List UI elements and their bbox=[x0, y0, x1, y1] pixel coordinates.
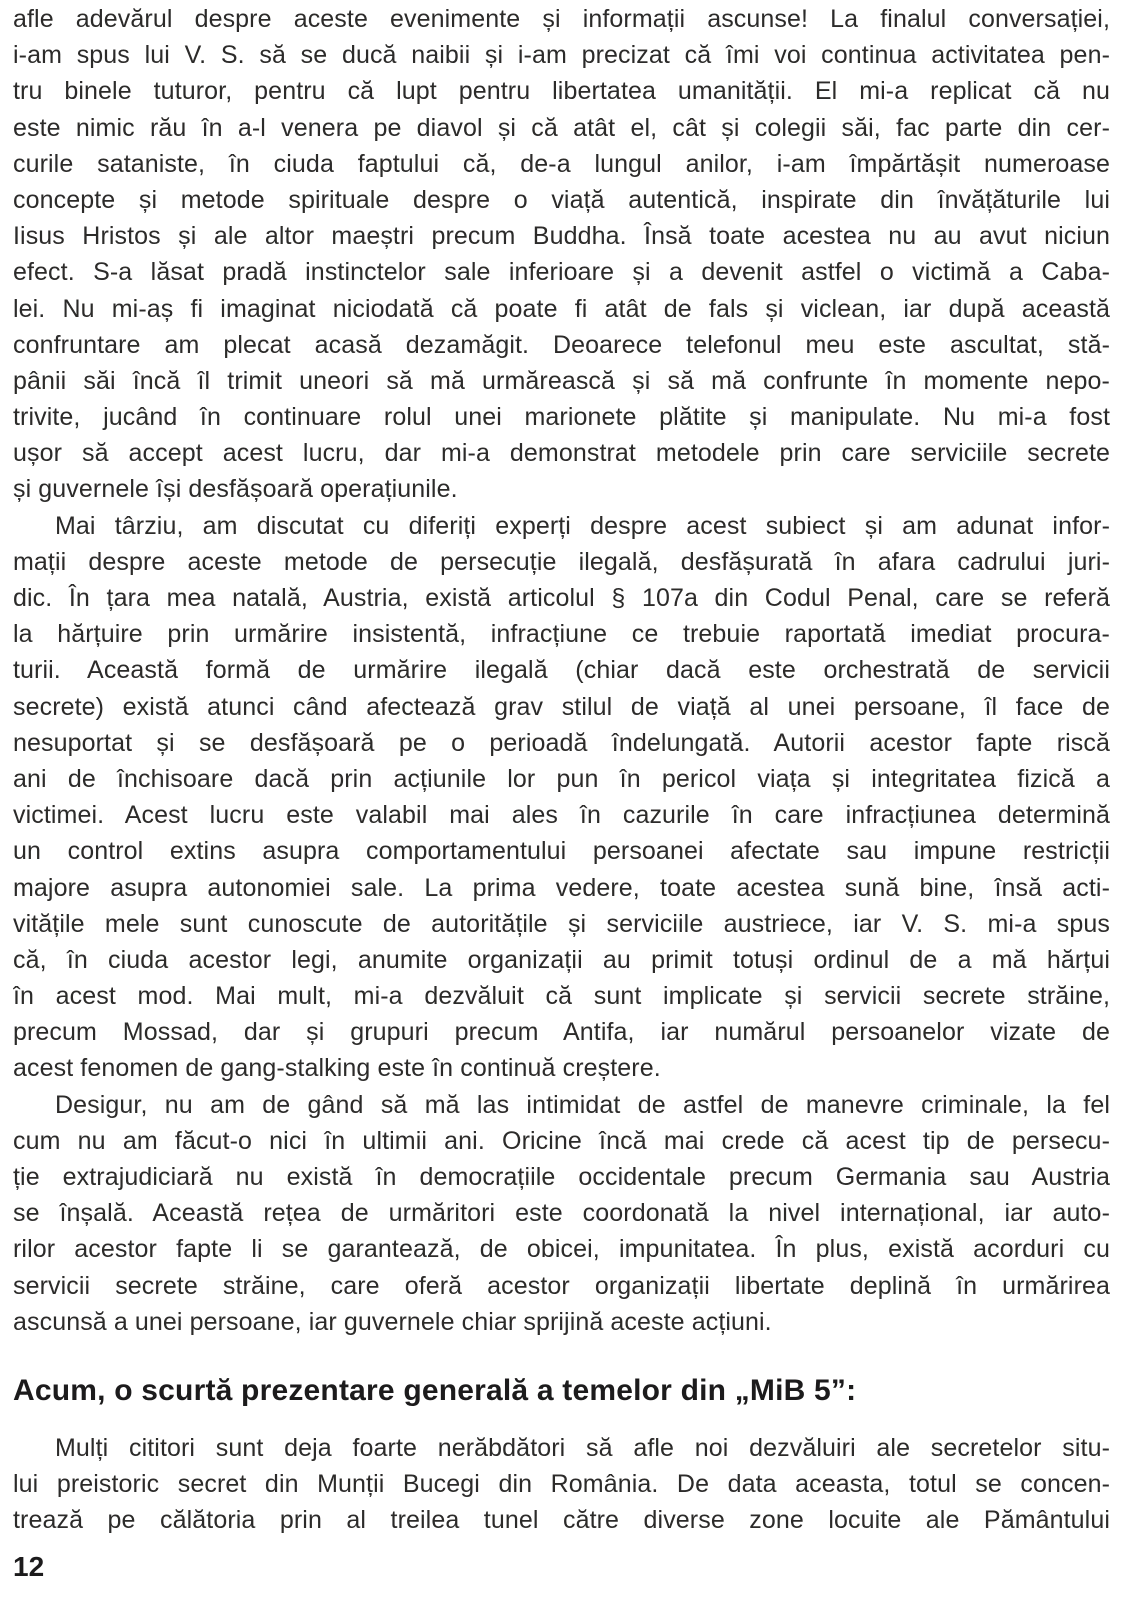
text-line: precum Mossad, dar și grupuri precum Antifa, iar numărul persoanelor vizate de bbox=[13, 1018, 1110, 1047]
text-line: și guvernele își desfășoară operațiunile. bbox=[13, 475, 458, 504]
text-line: se înșală. Această rețea de urmăritori este coordonată la nivel internațional, iar auto- bbox=[13, 1199, 1110, 1228]
page-text bbox=[13, 1, 1110, 1539]
text-line: cum nu am făcut-o nici în ultimii ani. Oricine încă mai crede că acest tip de persecu- bbox=[13, 1126, 1110, 1155]
section-heading: Acum, o scurtă prezentare generală a temelor din „MiB 5”: bbox=[13, 1373, 857, 1407]
text-line: afle adevărul despre aceste evenimente și informații ascunse! La finalul conversației, bbox=[13, 5, 1110, 33]
text-line: concepte și metode spirituale despre o viață autentică, inspirate din învățăturile lui bbox=[13, 185, 1110, 214]
text-line: pânii săi încă îl trimit uneori să mă urmărească și să mă confrunte în momente nepo- bbox=[13, 366, 1110, 395]
text-line: turii. Această formă de urmărire ilegală (chiar dacă este orchestrată de servicii bbox=[13, 656, 1110, 685]
text-line: trivite, jucând în continuare rolul unei marionete plătite și manipulate. Nu mi-a fost bbox=[13, 403, 1110, 432]
text-line: lei. Nu mi-aș fi imaginat niciodată că poate fi atât de fals și viclean, iar după această bbox=[13, 294, 1110, 323]
text-line: efect. S-a lăsat pradă instinctelor sale inferioare și a devenit astfel o victimă a Caba- bbox=[13, 258, 1110, 287]
text-line: lui preistoric secret din Munții Bucegi din România. De data aceasta, totul se concen- bbox=[13, 1470, 1110, 1499]
text-line: ani de închisoare dacă prin acțiunile lor pun în pericol viața și integritatea fizică a bbox=[13, 764, 1110, 793]
text-line: curile sataniste, în ciuda faptului că, de-a lungul anilor, i-am împărtășit numeroase bbox=[13, 149, 1110, 178]
text-line: Mai târziu, am discutat cu diferiți experți despre acest subiect și am adunat infor- bbox=[55, 511, 1110, 540]
text-line: trează pe călătoria prin al treilea tunel către diverse zone locuite ale Pământului bbox=[13, 1506, 1110, 1535]
paragraph bbox=[13, 1430, 1110, 1539]
text-line: dic. În țara mea natală, Austria, există articolul § 107a din Codul Penal, care se referă bbox=[13, 584, 1110, 612]
text-line: servicii secrete străine, care oferă acestor organizații libertate deplină în urmărirea bbox=[13, 1271, 1110, 1300]
page-number: 12 bbox=[13, 1551, 45, 1582]
text-line: acest fenomen de gang-stalking este în continuă creștere. bbox=[13, 1054, 661, 1083]
text-line: confruntare am plecat acasă dezamăgit. Deoarece telefonul meu este ascultat, stă- bbox=[13, 330, 1110, 359]
text-line: Mulți cititori sunt deja foarte nerăbdători să afle noi dezvăluiri ale secretelor situ- bbox=[55, 1433, 1110, 1462]
text-line: Desigur, nu am de gând să mă las intimidat de astfel de manevre criminale, la fel bbox=[55, 1090, 1110, 1119]
text-line: ușor să accept acest lucru, dar mi-a demonstrat metodele prin care serviciile secrete bbox=[13, 439, 1110, 468]
text-line: ție extrajudiciară nu există în democrațiile occidentale precum Germania sau Austria bbox=[13, 1163, 1110, 1191]
paragraph bbox=[13, 1, 1110, 508]
text-line: mații despre aceste metode de persecuție ilegală, desfășurată în afara cadrului juri- bbox=[13, 547, 1110, 576]
text-line: că, în ciuda acestor legi, anumite organizații au primit totuși ordinul de a mă hărțui bbox=[13, 945, 1110, 974]
text-line: la hărțuire prin urmărire insistentă, infracțiune ce trebuie raportată imediat procura- bbox=[13, 620, 1110, 649]
text-line: nesuportat și se desfășoară pe o perioadă îndelungată. Autorii acestor fapte riscă bbox=[13, 728, 1110, 757]
paragraph bbox=[13, 1087, 1110, 1340]
paragraph bbox=[13, 508, 1110, 1087]
text-line: i-am spus lui V. S. să se ducă naibii și i-am precizat că îmi voi continua activitatea pen- bbox=[13, 41, 1110, 70]
text-line: este nimic rău în a-l venera pe diavol și că atât el, cât și colegii săi, fac parte din cer- bbox=[13, 113, 1110, 142]
text-line: tru binele tuturor, pentru că lupt pentru libertatea umanității. El mi-a replicat că nu bbox=[13, 77, 1110, 106]
text-line: Iisus Hristos și ale altor maeștri precum Buddha. Însă toate acestea nu au avut niciun bbox=[13, 222, 1110, 251]
text-line: victimei. Acest lucru este valabil mai ales în cazurile în care infracțiunea determină bbox=[13, 801, 1110, 830]
text-line: majore asupra autonomiei sale. La prima vedere, toate acestea sună bine, însă acti- bbox=[13, 873, 1110, 902]
text-line: rilor acestor fapte li se garantează, de obicei, impunitatea. În plus, există acorduri cu bbox=[13, 1235, 1110, 1264]
text-line: vitățile mele sunt cunoscute de autoritățile și serviciile austriece, iar V. S. mi-a spus bbox=[13, 909, 1110, 938]
text-line: un control extins asupra comportamentului persoanei afectate sau impune restricții bbox=[13, 837, 1110, 866]
text-line: ascunsă a unei persoane, iar guvernele chiar sprijină aceste acțiuni. bbox=[13, 1307, 772, 1336]
text-line: secrete) există atunci când afectează grav stilul de viață al unei persoane, îl face de bbox=[13, 692, 1110, 721]
text-line: în acest mod. Mai mult, mi-a dezvăluit că sunt implicate și servicii secrete străine, bbox=[13, 982, 1110, 1011]
